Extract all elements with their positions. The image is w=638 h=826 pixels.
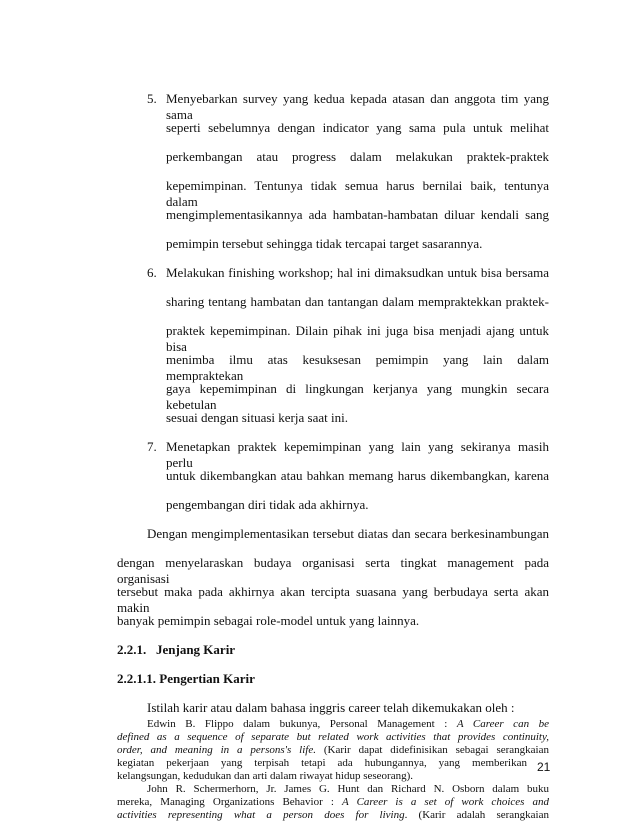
list-number: 6. [147,265,157,280]
list-line: sesuai dengan situasi kerja saat ini. [166,410,348,425]
list-line: perkembangan atau progress dalam melakukan praktek-praktek [166,149,549,164]
subsection-heading: 2.2.1.1. Pengertian Karir [117,671,255,686]
list-line: mengimplementasikannya ada hambatan-hambatan diluar kendali sang [166,207,549,222]
list-line: untuk dikembangkan atau bahkan memang harus dikembangkan, karena [166,468,549,483]
paragraph-line: order, and meaning in a persons's life. (Karir dapat didefinisikan sebagai serangkaian [117,744,549,756]
paragraph-line: defined as a sequence of separate but related work activities that provides continuity, [117,731,549,743]
paragraph-line: banyak pemimpin sebagai role-model untuk yang lainnya. [117,613,420,628]
list-line: Melakukan finishing workshop; hal ini dimaksudkan untuk bisa bersama [166,265,549,280]
section-heading: 2.2.1. Jenjang Karir [117,642,236,657]
page-number: 21 [537,760,551,774]
list-line: seperti sebelumnya dengan indicator yang sama pula untuk melihat [166,120,549,135]
paragraph-line: John R. Schermerhorn, Jr. James G. Hunt dan Richard N. Osborn dalam buku [147,783,549,795]
paragraph-line: activities representing what a person does for living. (Karir adalah serangkaian [117,809,549,821]
list-line: kepemimpinan. Tentunya tidak semua harus bernilai baik, tentunya dalam [166,178,549,209]
paragraph-line: tersebut maka pada akhirnya akan tercipta suasana yang berbudaya serta akan makin [117,584,549,615]
paragraph-line: kegiatan pekerjaan yang terpisah tetapi ada hubungannya, yang memberikan [117,757,527,769]
paragraph-line: Istilah karir atau dalam bahasa inggris career telah dikemukakan oleh : [147,700,515,715]
list-line: pengembangan diri tidak ada akhirnya. [166,497,369,512]
list-line: praktek kepemimpinan. Dilain pihak ini juga bisa menjadi ajang untuk bisa [166,323,549,354]
paragraph-line: dengan menyelaraskan budaya organisasi serta tingkat management pada organisasi [117,555,549,586]
list-line: menimba ilmu atas kesuksesan pemimpin yang lain dalam mempraktekan [166,352,549,383]
list-line: gaya kepemimpinan di lingkungan kerjanya yang mungkin secara kebetulan [166,381,549,412]
paragraph-line: Dengan mengimplementasikan tersebut diatas dan secara berkesinambungan [147,526,549,541]
list-line: Menetapkan praktek kepemimpinan yang lain yang sekiranya masih perlu [166,439,549,470]
paragraph-line: Edwin B. Flippo dalam bukunya, Personal Management : A Career can be [147,718,550,730]
list-line: sharing tentang hambatan dan tantangan dalam mempraktekkan praktek- [166,294,549,309]
list-line: pemimpin tersebut sehingga tidak tercapai target sasarannya. [166,236,483,251]
list-number: 7. [147,439,157,454]
paragraph-line: mereka, Managing Organizations Behavior : A Career is a set of work choices and [117,796,549,808]
paragraph-line: kelangsungan, kedudukan dan arti dalam riwayat hidup seseorang). [117,770,413,782]
list-number: 5. [147,91,157,106]
list-line: Menyebarkan survey yang kedua kepada atasan dan anggota tim yang sama [166,91,549,122]
